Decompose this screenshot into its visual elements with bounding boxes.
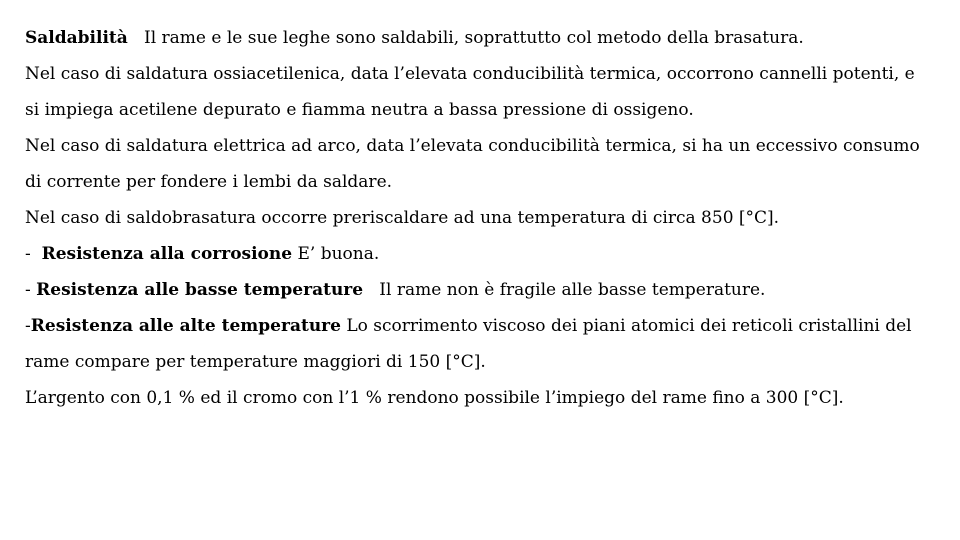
line-silver-chromium (25, 380, 950, 416)
text-block (25, 20, 950, 416)
heading-corrosion: Resistenza alla corrosione (41, 244, 293, 264)
line-text: Lo scorrimento viscoso dei piani atomici dei reticoli cristallini del (340, 316, 912, 336)
line-weldability (25, 20, 950, 56)
line-text: rame compare per temperature maggiori di 150 [°C]. (25, 352, 486, 372)
line-text: Nel caso di saldatura ossiacetilenica, data l’elevata conducibilità termica, occorrono cannelli potenti, e (25, 64, 915, 84)
heading-low-temperature: Resistenza alle basse temperature (36, 280, 364, 300)
line-text: Il rame non è fragile alle basse temperature. (363, 280, 766, 300)
line-arc-welding-2 (25, 164, 950, 200)
line-text: Nel caso di saldatura elettrica ad arco, data l’elevata conducibilità termica, si ha un eccessivo consumo (25, 136, 920, 156)
line-text: di corrente per fondere i lembi da saldare. (25, 172, 393, 192)
heading-high-temperature: Resistenza alle alte temperature (30, 316, 341, 336)
line-oxyacetylene-1 (25, 56, 950, 92)
line-text: Il rame e le sue leghe sono saldabili, soprattutto col metodo della brasatura. (127, 28, 804, 48)
line-prefix: - (25, 316, 31, 336)
line-low-temperature (25, 272, 950, 308)
line-oxyacetylene-2 (25, 92, 950, 128)
line-arc-welding-1 (25, 128, 950, 164)
line-text: Nel caso di saldobrasatura occorre preriscaldare ad una temperatura di circa 850 [°C]. (25, 208, 780, 228)
line-prefix: - (25, 280, 37, 300)
line-text: L’argento con 0,1 % ed il cromo con l’1 % rendono possibile l’impiego del rame fino a 300 [°C]. (25, 388, 844, 408)
line-text: E’ buona. (292, 244, 380, 264)
line-high-temperature-1 (25, 308, 950, 344)
heading-weldability: Saldabilità (25, 28, 128, 48)
line-corrosion (25, 236, 950, 272)
line-high-temperature-2 (25, 344, 950, 380)
line-prefix: - (25, 244, 42, 264)
line-text: si impiega acetilene depurato e fiamma neutra a bassa pressione di ossigeno. (25, 100, 694, 120)
line-braze-welding (25, 200, 950, 236)
